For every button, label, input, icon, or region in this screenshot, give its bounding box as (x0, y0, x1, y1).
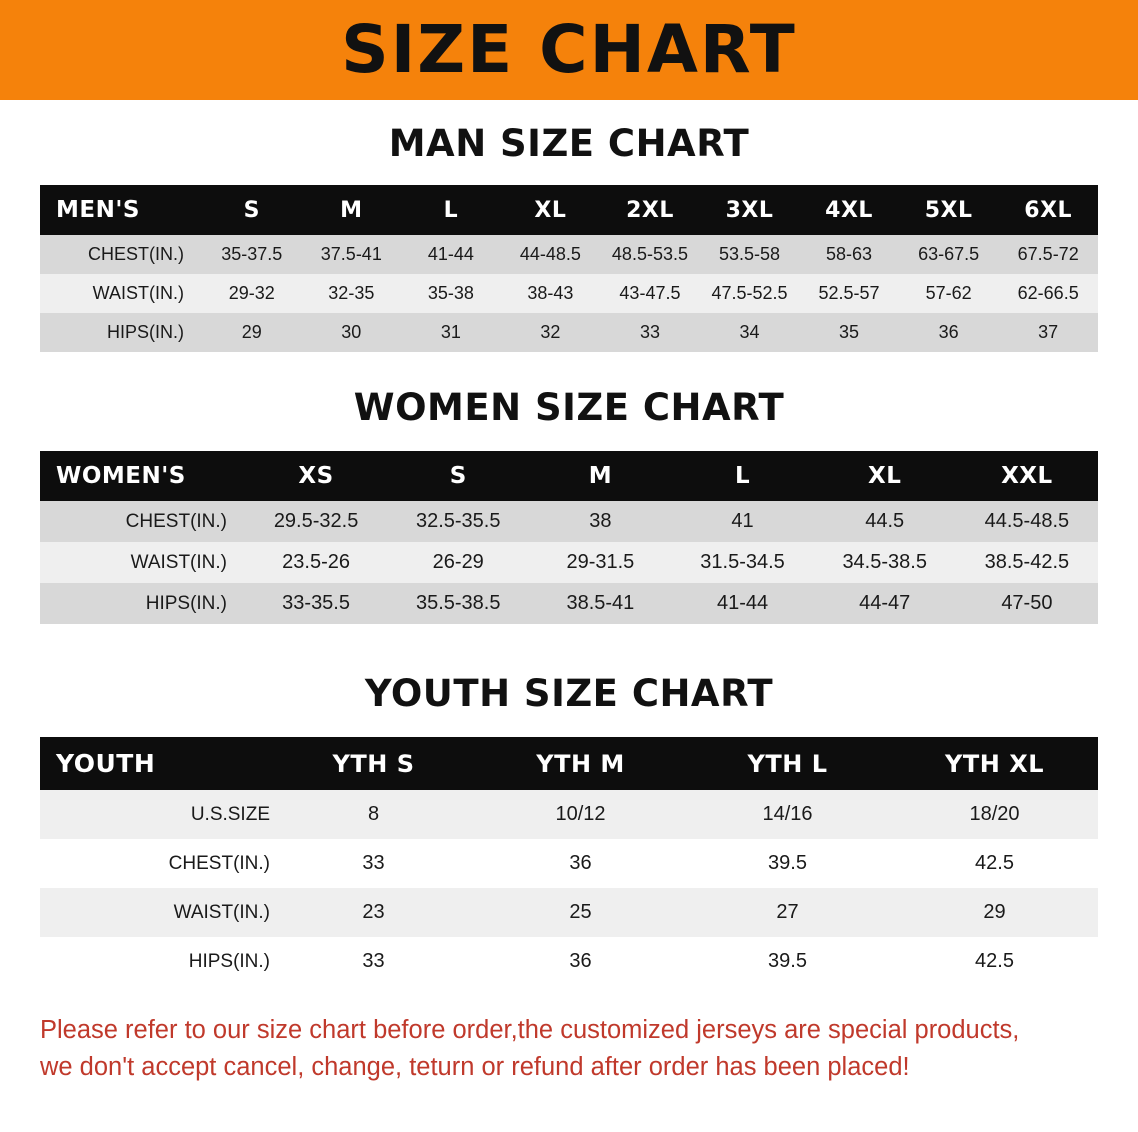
man-size-table (40, 185, 1098, 352)
disclaimer-line-2: we don't accept cancel, change, teturn or refund after order has been placed! (40, 1052, 910, 1081)
table-cell: 48.5-53.5 (611, 244, 688, 264)
table-cell: 62-66.5 (1017, 283, 1079, 303)
table-cell: 57-62 (925, 283, 972, 303)
table-row (40, 274, 1098, 313)
table-row (40, 839, 1098, 888)
table-header-row (40, 737, 1098, 790)
table-cell: 39.5 (768, 950, 807, 972)
men-header-cell: L (443, 197, 459, 223)
table-cell: 36 (938, 322, 959, 342)
men-header-cell: 6XL (1024, 197, 1073, 223)
table-cell: 36 (569, 950, 592, 972)
table-cell: 18/20 (969, 803, 1020, 825)
table-cell: 38.5-42.5 (984, 551, 1070, 573)
table-cell: 38.5-41 (566, 592, 635, 614)
table-header-row (40, 451, 1098, 501)
women-size-table (40, 451, 1098, 624)
table-cell: 38-43 (527, 283, 574, 303)
youth-header-cell: YTH S (332, 749, 415, 778)
table-cell: 29-31.5 (566, 551, 635, 573)
row-label: HIPS(IN.) (106, 322, 184, 342)
table-row (40, 888, 1098, 937)
table-cell: 29.5-32.5 (273, 510, 359, 532)
table-cell: 23.5-26 (282, 551, 350, 573)
women-header-cell: M (588, 463, 613, 489)
table-row (40, 313, 1098, 352)
women-header-cell: XXL (1001, 463, 1053, 489)
women-header-cell: XS (298, 463, 334, 489)
table-cell: 44.5-48.5 (984, 510, 1070, 532)
table-cell: 41-44 (427, 244, 474, 264)
row-label: WAIST(IN.) (92, 283, 184, 303)
table-cell: 44-47 (859, 592, 911, 614)
table-cell: 41-44 (716, 592, 769, 614)
women-header-cell: XL (868, 463, 902, 489)
youth-section-title: YOUTH SIZE CHART (364, 672, 774, 715)
table-row (40, 235, 1098, 274)
row-label: WAIST(IN.) (173, 901, 270, 923)
table-cell: 41 (731, 510, 754, 532)
men-header-cell: S (243, 197, 260, 223)
table-cell: 35 (839, 322, 860, 342)
men-header-cell: 2XL (626, 197, 674, 223)
table-cell: 58-63 (826, 244, 873, 264)
row-label: CHEST(IN.) (125, 510, 227, 532)
men-header-cell: M (340, 197, 363, 223)
women-header-cell: L (734, 463, 751, 489)
youth-header-cell: YTH M (536, 749, 625, 778)
men-header-cell: XL (534, 197, 567, 223)
table-cell: 35-37.5 (221, 244, 283, 264)
row-label: CHEST(IN.) (168, 852, 270, 874)
row-label: WAIST(IN.) (130, 551, 227, 573)
table-cell: 14/16 (762, 803, 813, 825)
table-cell: 31.5-34.5 (700, 551, 785, 573)
women-section-title: WOMEN SIZE CHART (353, 386, 785, 429)
youth-size-table-wrapper (40, 737, 1098, 986)
table-cell: 37.5-41 (320, 244, 382, 264)
row-label: HIPS(IN.) (145, 592, 227, 614)
table-cell: 29 (983, 901, 1006, 923)
table-cell: 26-29 (432, 551, 484, 573)
table-cell: 30 (341, 322, 362, 342)
table-cell: 42.5 (975, 852, 1014, 874)
table-cell: 67.5-72 (1017, 244, 1079, 264)
table-cell: 52.5-57 (818, 283, 880, 303)
table-cell: 33 (362, 950, 385, 972)
table-cell: 39.5 (768, 852, 807, 874)
table-cell: 43-47.5 (619, 283, 681, 303)
table-cell: 27 (776, 901, 799, 923)
table-row (40, 501, 1098, 542)
men-header-cell: 3XL (725, 197, 774, 223)
table-row (40, 542, 1098, 583)
table-cell: 29-32 (228, 283, 275, 303)
table-row (40, 937, 1098, 986)
table-cell: 34.5-38.5 (842, 551, 927, 573)
page-banner (0, 0, 1138, 100)
table-cell: 33 (639, 322, 660, 342)
women-header-cell: S (449, 463, 467, 489)
table-cell: 42.5 (975, 950, 1014, 972)
table-cell: 35-38 (427, 283, 474, 303)
table-cell: 29 (241, 322, 262, 342)
row-label: HIPS(IN.) (188, 950, 270, 972)
man-size-table-wrapper (40, 185, 1098, 352)
youth-header-cell: YTH XL (945, 749, 1044, 778)
table-cell: 10/12 (555, 803, 606, 825)
men-header-cell: 4XL (825, 197, 873, 223)
table-cell: 32 (540, 322, 561, 342)
table-row (40, 583, 1098, 624)
man-section-title: MAN SIZE CHART (388, 122, 750, 165)
row-label: CHEST(IN.) (88, 244, 184, 264)
men-header-cell: MEN'S (56, 197, 140, 223)
table-cell: 44.5 (865, 510, 905, 532)
men-header-cell: 5XL (924, 197, 973, 223)
page-title: SIZE CHART (341, 11, 797, 88)
disclaimer-line-1: Please refer to our size chart before order,the customized jerseys are special products, (40, 1016, 1020, 1044)
table-row (40, 790, 1098, 839)
table-cell: 38 (589, 510, 612, 532)
table-header-row (40, 185, 1098, 235)
table-cell: 53.5-58 (718, 244, 781, 264)
table-cell: 37 (1038, 322, 1059, 342)
women-header-cell: WOMEN'S (56, 463, 186, 489)
youth-header-cell: YTH L (747, 749, 828, 778)
disclaimer-note (40, 1012, 1098, 1086)
table-cell: 33 (362, 852, 385, 874)
table-cell: 33-35.5 (282, 592, 350, 614)
table-cell: 44-48.5 (519, 244, 581, 264)
table-cell: 25 (569, 901, 592, 923)
table-cell: 8 (367, 803, 380, 825)
table-cell: 32-35 (328, 283, 375, 303)
youth-size-table (40, 737, 1098, 986)
row-label: U.S.SIZE (190, 803, 270, 825)
youth-header-cell: YOUTH (56, 749, 156, 778)
table-cell: 32.5-35.5 (415, 510, 501, 532)
table-cell: 31 (440, 322, 461, 342)
table-cell: 47-50 (1001, 592, 1053, 614)
women-size-table-wrapper (40, 451, 1098, 624)
table-cell: 63-67.5 (918, 244, 980, 264)
table-cell: 23 (362, 901, 385, 923)
table-cell: 47.5-52.5 (711, 283, 788, 303)
table-cell: 36 (569, 852, 592, 874)
table-cell: 34 (739, 322, 760, 342)
table-cell: 35.5-38.5 (415, 592, 501, 614)
